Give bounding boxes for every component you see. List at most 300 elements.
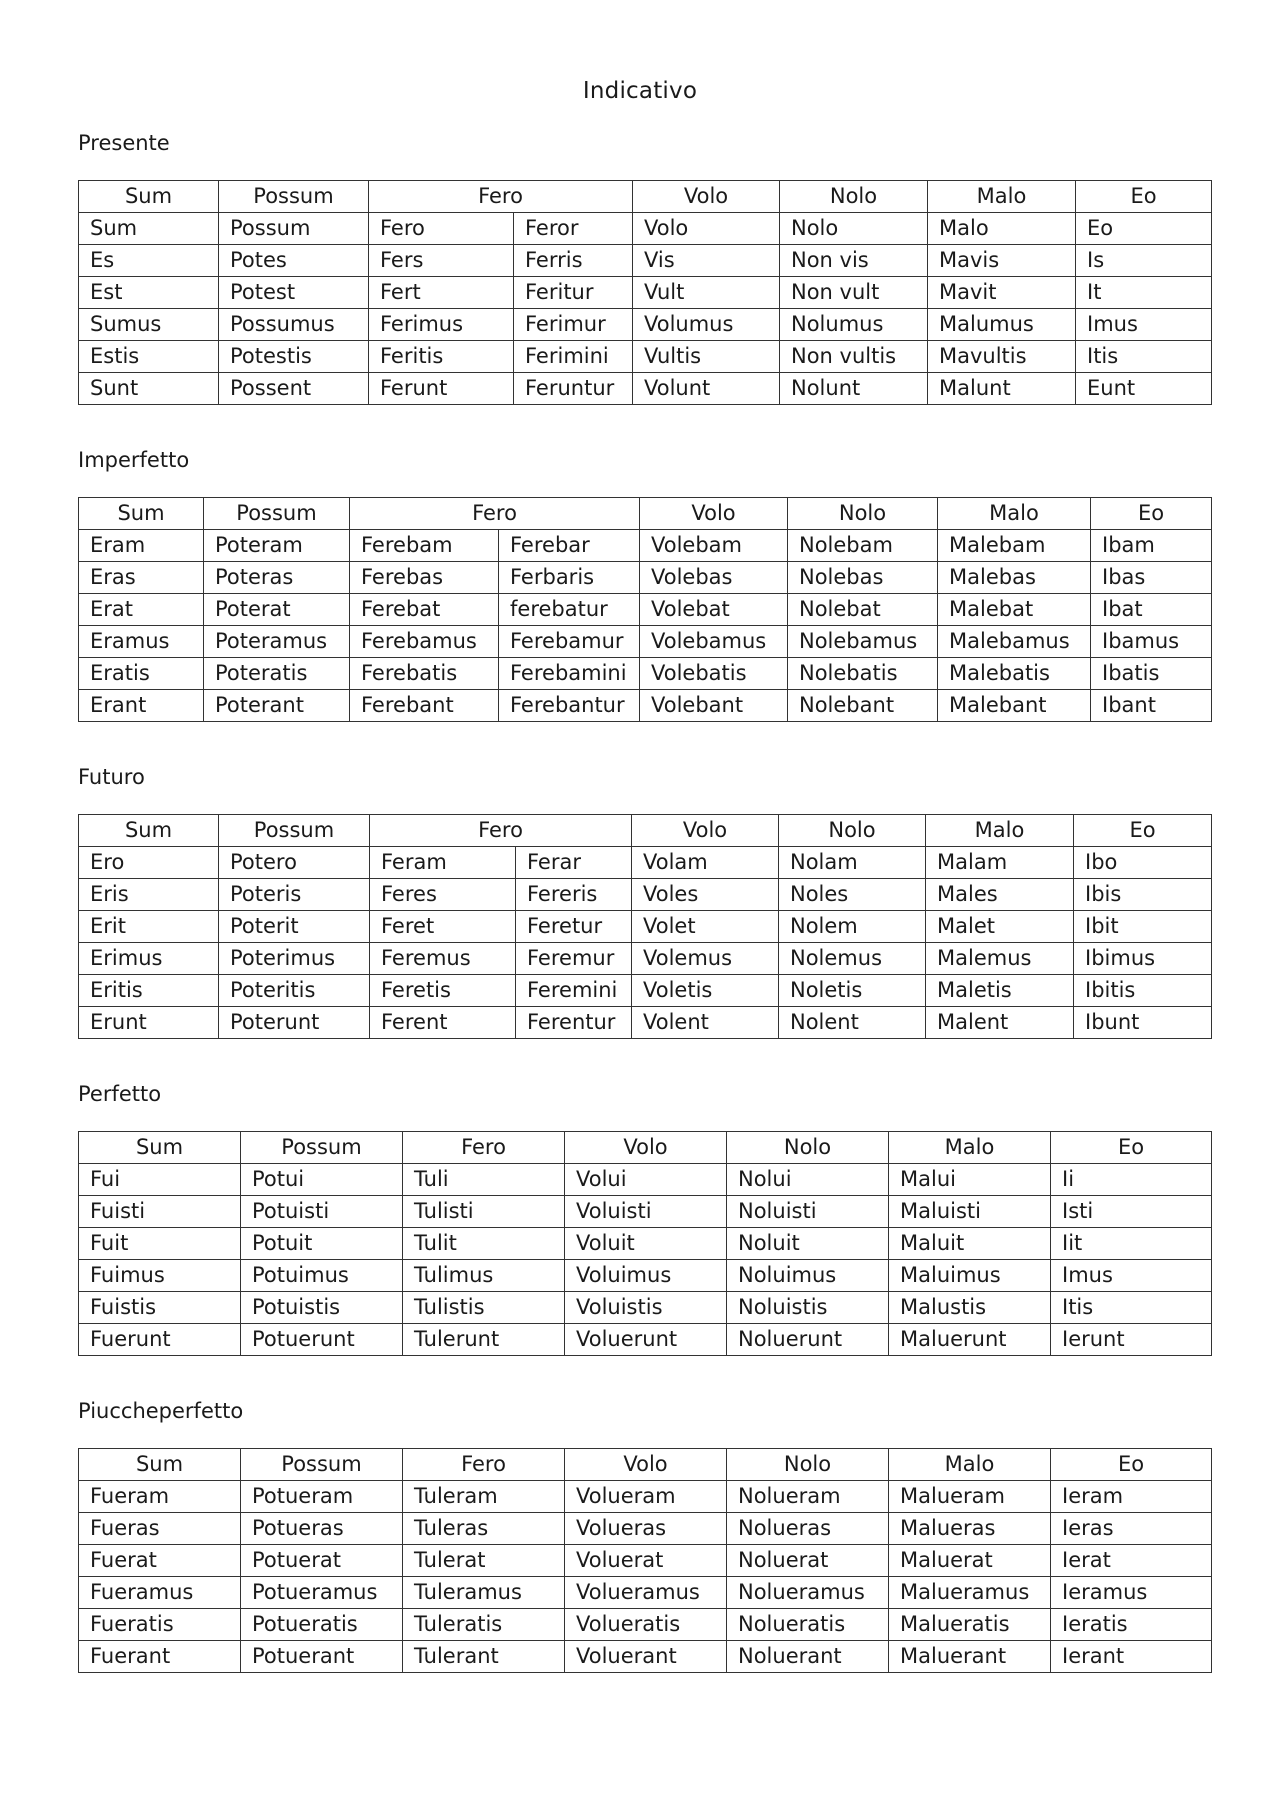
table-cell: Maluerat: [889, 1545, 1051, 1577]
table-cell: Potui: [241, 1164, 403, 1196]
header-cell: Eo: [1051, 1132, 1212, 1164]
table-cell: Feritur: [514, 277, 633, 309]
table-cell: Imus: [1051, 1260, 1212, 1292]
table-row: [79, 277, 1212, 309]
table-cell: It: [1076, 277, 1212, 309]
table-cell: Fers: [369, 245, 514, 277]
header-cell: Nolo: [780, 181, 928, 213]
table-cell: Poterimus: [219, 943, 370, 975]
table-cell: Volet: [632, 911, 779, 943]
header-cell: Sum: [79, 498, 204, 530]
table-row: [79, 1164, 1212, 1196]
table-cell: Malent: [926, 1007, 1074, 1039]
table-row: [79, 562, 1212, 594]
header-cell: Possum: [241, 1132, 403, 1164]
header-cell: Possum: [204, 498, 350, 530]
table-cell: Maluerant: [889, 1641, 1051, 1673]
table-cell: Possum: [219, 213, 369, 245]
table-cell: Potuerant: [241, 1641, 403, 1673]
table-cell: Feram: [370, 847, 516, 879]
table-cell: Malo: [928, 213, 1076, 245]
table-cell: Noluerat: [727, 1545, 889, 1577]
table-cell: Ero: [79, 847, 219, 879]
table-cell: Poterat: [204, 594, 350, 626]
table-cell: Ibit: [1074, 911, 1212, 943]
table-cell: Nolebam: [788, 530, 938, 562]
table-row: [79, 1481, 1212, 1513]
table-cell: Noluimus: [727, 1260, 889, 1292]
table-cell: Feremini: [516, 975, 632, 1007]
table-cell: Malueram: [889, 1481, 1051, 1513]
header-cell: Volo: [565, 1132, 727, 1164]
table-cell: Fueras: [79, 1513, 241, 1545]
table-cell: Poterit: [219, 911, 370, 943]
table-cell: Voluerant: [565, 1641, 727, 1673]
table-cell: Malebant: [938, 690, 1091, 722]
table-cell: Ferimus: [369, 309, 514, 341]
table-cell: Fert: [369, 277, 514, 309]
header-row: [79, 815, 1212, 847]
table-cell: Tulerant: [403, 1641, 565, 1673]
table-row: [79, 594, 1212, 626]
table-cell: Poterunt: [219, 1007, 370, 1039]
table-cell: Noletis: [779, 975, 926, 1007]
header-row: [79, 498, 1212, 530]
table-cell: Fuisti: [79, 1196, 241, 1228]
table-cell: Volam: [632, 847, 779, 879]
header-cell: Eo: [1091, 498, 1212, 530]
table-cell: Potueras: [241, 1513, 403, 1545]
table-cell: Ferris: [514, 245, 633, 277]
table-cell: Sum: [79, 213, 219, 245]
table-cell: Nolueram: [727, 1481, 889, 1513]
table-cell: Ibant: [1091, 690, 1212, 722]
table-cell: Fueram: [79, 1481, 241, 1513]
table-cell: Volemus: [632, 943, 779, 975]
section-title-imperfetto: Imperfetto: [78, 448, 190, 472]
table-cell: Nolueratis: [727, 1609, 889, 1641]
table-cell: Nolui: [727, 1164, 889, 1196]
table-cell: Tuleram: [403, 1481, 565, 1513]
table-cell: Tulit: [403, 1228, 565, 1260]
header-cell: Fero: [350, 498, 640, 530]
table-cell: Volui: [565, 1164, 727, 1196]
table-cell: Feruntur: [514, 373, 633, 405]
table-cell: Itis: [1076, 341, 1212, 373]
table-cell: Feremur: [516, 943, 632, 975]
table-cell: Erit: [79, 911, 219, 943]
table-cell: Males: [926, 879, 1074, 911]
table-cell: Nolunt: [780, 373, 928, 405]
table-cell: Ieramus: [1051, 1577, 1212, 1609]
table-cell: Eo: [1076, 213, 1212, 245]
header-row: [79, 1449, 1212, 1481]
table-cell: Tulerat: [403, 1545, 565, 1577]
table-cell: Voluerunt: [565, 1324, 727, 1356]
table-cell: Tulerunt: [403, 1324, 565, 1356]
header-cell: Malo: [889, 1132, 1051, 1164]
table-cell: Fueratis: [79, 1609, 241, 1641]
table-cell: Volebatis: [640, 658, 788, 690]
table-row: [79, 1228, 1212, 1260]
table-row: [79, 975, 1212, 1007]
table-cell: Noluit: [727, 1228, 889, 1260]
table-cell: Ieram: [1051, 1481, 1212, 1513]
table-cell: Tuleramus: [403, 1577, 565, 1609]
table-cell: Nolumus: [780, 309, 928, 341]
section-title-futuro: Futuro: [78, 765, 145, 789]
table-cell: Ferbaris: [499, 562, 640, 594]
table-cell: Voluisti: [565, 1196, 727, 1228]
table-cell: ferebatur: [499, 594, 640, 626]
table-cell: Ferar: [516, 847, 632, 879]
table-cell: Potuimus: [241, 1260, 403, 1292]
table-cell: Vult: [633, 277, 780, 309]
table-cell: Eunt: [1076, 373, 1212, 405]
table-cell: Poteram: [204, 530, 350, 562]
table-cell: Noluerunt: [727, 1324, 889, 1356]
table-futuro: [78, 814, 1212, 1039]
table-cell: Nolebat: [788, 594, 938, 626]
table-cell: Ferebatis: [350, 658, 499, 690]
table-cell: Non vis: [780, 245, 928, 277]
table-cell: Nolebatis: [788, 658, 938, 690]
header-cell: Possum: [219, 815, 370, 847]
table-cell: Eram: [79, 530, 204, 562]
table-cell: Fuerunt: [79, 1324, 241, 1356]
table-cell: Maluit: [889, 1228, 1051, 1260]
table-cell: Volunt: [633, 373, 780, 405]
table-cell: Maluerunt: [889, 1324, 1051, 1356]
page-title: Indicativo: [582, 78, 698, 104]
header-cell: Nolo: [727, 1132, 889, 1164]
table-cell: Fuimus: [79, 1260, 241, 1292]
table-cell: Nolueramus: [727, 1577, 889, 1609]
table-cell: Eris: [79, 879, 219, 911]
table-cell: Volueram: [565, 1481, 727, 1513]
table-cell: Possumus: [219, 309, 369, 341]
table-cell: Tulimus: [403, 1260, 565, 1292]
table-cell: Voluit: [565, 1228, 727, 1260]
header-cell: Volo: [565, 1449, 727, 1481]
table-cell: Estis: [79, 341, 219, 373]
table-row: [79, 1513, 1212, 1545]
table-cell: Volebant: [640, 690, 788, 722]
table-cell: Ibis: [1074, 879, 1212, 911]
table-cell: Ierunt: [1051, 1324, 1212, 1356]
header-cell: Nolo: [779, 815, 926, 847]
table-row: [79, 213, 1212, 245]
table-row: [79, 1196, 1212, 1228]
table-cell: Sunt: [79, 373, 219, 405]
table-cell: Feretis: [370, 975, 516, 1007]
header-cell: Fero: [403, 1132, 565, 1164]
table-cell: Volebat: [640, 594, 788, 626]
table-cell: Potuistis: [241, 1292, 403, 1324]
table-cell: Eramus: [79, 626, 204, 658]
table-cell: Volebamus: [640, 626, 788, 658]
table-cell: Ferunt: [369, 373, 514, 405]
header-cell: Possum: [219, 181, 369, 213]
table-cell: Ferebar: [499, 530, 640, 562]
table-row: [79, 1609, 1212, 1641]
table-cell: Noluistis: [727, 1292, 889, 1324]
table-cell: Malueras: [889, 1513, 1051, 1545]
table-cell: Eratis: [79, 658, 204, 690]
table-cell: Iit: [1051, 1228, 1212, 1260]
table-cell: Feror: [514, 213, 633, 245]
table-cell: Ferebas: [350, 562, 499, 594]
table-cell: Poteratis: [204, 658, 350, 690]
table-cell: Volent: [632, 1007, 779, 1039]
table-cell: Ii: [1051, 1164, 1212, 1196]
table-cell: Potuerunt: [241, 1324, 403, 1356]
table-cell: Nolem: [779, 911, 926, 943]
table-cell: Nolent: [779, 1007, 926, 1039]
table-cell: Nolueras: [727, 1513, 889, 1545]
table-cell: Voluerat: [565, 1545, 727, 1577]
table-cell: Erat: [79, 594, 204, 626]
table-cell: Malebat: [938, 594, 1091, 626]
table-cell: Non vult: [780, 277, 928, 309]
table-row: [79, 1545, 1212, 1577]
header-cell: Nolo: [788, 498, 938, 530]
header-cell: Volo: [632, 815, 779, 847]
table-cell: Malueramus: [889, 1577, 1051, 1609]
table-cell: Volueras: [565, 1513, 727, 1545]
header-row: [79, 1132, 1212, 1164]
table-cell: Noles: [779, 879, 926, 911]
table-cell: Ferent: [370, 1007, 516, 1039]
table-cell: Volumus: [633, 309, 780, 341]
table-cell: Tuli: [403, 1164, 565, 1196]
header-row: [79, 181, 1212, 213]
table-presente: [78, 180, 1212, 405]
table-cell: Mavit: [928, 277, 1076, 309]
table-cell: Potueram: [241, 1481, 403, 1513]
table-cell: Malueratis: [889, 1609, 1051, 1641]
table-cell: Potestis: [219, 341, 369, 373]
table-cell: Potero: [219, 847, 370, 879]
table-cell: Ferimur: [514, 309, 633, 341]
header-cell: Malo: [938, 498, 1091, 530]
table-cell: Nolemus: [779, 943, 926, 975]
table-row: [79, 1641, 1212, 1673]
table-cell: Nolebas: [788, 562, 938, 594]
header-cell: Fero: [369, 181, 633, 213]
table-cell: Possent: [219, 373, 369, 405]
table-row: [79, 911, 1212, 943]
table-row: [79, 879, 1212, 911]
table-cell: Voluimus: [565, 1260, 727, 1292]
table-cell: Ibamus: [1091, 626, 1212, 658]
table-cell: Tulistis: [403, 1292, 565, 1324]
table-perfetto: [78, 1131, 1212, 1356]
table-cell: Malumus: [928, 309, 1076, 341]
table-cell: Ibat: [1091, 594, 1212, 626]
header-cell: Fero: [403, 1449, 565, 1481]
table-cell: Malunt: [928, 373, 1076, 405]
table-cell: Fueramus: [79, 1577, 241, 1609]
table-cell: Imus: [1076, 309, 1212, 341]
table-cell: Tulisti: [403, 1196, 565, 1228]
table-cell: Ferebamini: [499, 658, 640, 690]
table-cell: Fuistis: [79, 1292, 241, 1324]
table-cell: Fereris: [516, 879, 632, 911]
table-cell: Malebatis: [938, 658, 1091, 690]
table-cell: Poterant: [204, 690, 350, 722]
table-cell: Ferebat: [350, 594, 499, 626]
table-cell: Nolebamus: [788, 626, 938, 658]
table-row: [79, 690, 1212, 722]
table-row: [79, 1324, 1212, 1356]
table-cell: Nolo: [780, 213, 928, 245]
table-cell: Malebas: [938, 562, 1091, 594]
table-cell: Erant: [79, 690, 204, 722]
table-cell: Malustis: [889, 1292, 1051, 1324]
table-cell: Malemus: [926, 943, 1074, 975]
table-row: [79, 626, 1212, 658]
table-cell: Ibatis: [1091, 658, 1212, 690]
table-cell: Itis: [1051, 1292, 1212, 1324]
table-cell: Volueramus: [565, 1577, 727, 1609]
table-row: [79, 943, 1212, 975]
table-cell: Malet: [926, 911, 1074, 943]
table-cell: Nolam: [779, 847, 926, 879]
table-row: [79, 1577, 1212, 1609]
table-cell: Est: [79, 277, 219, 309]
table-cell: Ferentur: [516, 1007, 632, 1039]
table-cell: Maluimus: [889, 1260, 1051, 1292]
table-cell: Potes: [219, 245, 369, 277]
table-cell: Erunt: [79, 1007, 219, 1039]
table-cell: Poteris: [219, 879, 370, 911]
header-cell: Nolo: [727, 1449, 889, 1481]
table-cell: Isti: [1051, 1196, 1212, 1228]
table-cell: Eritis: [79, 975, 219, 1007]
table-cell: Non vultis: [780, 341, 928, 373]
table-cell: Potuerat: [241, 1545, 403, 1577]
table-cell: Potuisti: [241, 1196, 403, 1228]
table-cell: Tuleratis: [403, 1609, 565, 1641]
header-cell: Volo: [640, 498, 788, 530]
table-cell: Poteras: [204, 562, 350, 594]
table-row: [79, 373, 1212, 405]
table-cell: Volebam: [640, 530, 788, 562]
table-cell: Volo: [633, 213, 780, 245]
header-cell: Fero: [370, 815, 632, 847]
table-cell: Ibitis: [1074, 975, 1212, 1007]
table-cell: Sumus: [79, 309, 219, 341]
table-cell: Mavultis: [928, 341, 1076, 373]
table-cell: Mavis: [928, 245, 1076, 277]
table-cell: Voletis: [632, 975, 779, 1007]
table-cell: Eras: [79, 562, 204, 594]
table-cell: Fui: [79, 1164, 241, 1196]
table-cell: Ibam: [1091, 530, 1212, 562]
header-cell: Sum: [79, 1449, 241, 1481]
table-row: [79, 341, 1212, 373]
table-row: [79, 1292, 1212, 1324]
table-row: [79, 847, 1212, 879]
table-cell: Vis: [633, 245, 780, 277]
table-cell: Maluisti: [889, 1196, 1051, 1228]
table-cell: Ferebantur: [499, 690, 640, 722]
table-cell: Ibimus: [1074, 943, 1212, 975]
table-cell: Feret: [370, 911, 516, 943]
table-cell: Malam: [926, 847, 1074, 879]
table-cell: Feretur: [516, 911, 632, 943]
header-cell: Malo: [926, 815, 1074, 847]
table-cell: Malui: [889, 1164, 1051, 1196]
table-cell: Is: [1076, 245, 1212, 277]
table-cell: Malebam: [938, 530, 1091, 562]
table-row: [79, 1007, 1212, 1039]
header-cell: Eo: [1074, 815, 1212, 847]
table-cell: Fuerat: [79, 1545, 241, 1577]
header-cell: Volo: [633, 181, 780, 213]
table-cell: Voluistis: [565, 1292, 727, 1324]
table-cell: Ibo: [1074, 847, 1212, 879]
table-cell: Potest: [219, 277, 369, 309]
table-cell: Noluerant: [727, 1641, 889, 1673]
table-cell: Tuleras: [403, 1513, 565, 1545]
table-cell: Ferebamur: [499, 626, 640, 658]
table-cell: Fero: [369, 213, 514, 245]
table-cell: Feremus: [370, 943, 516, 975]
table-cell: Ferimini: [514, 341, 633, 373]
table-cell: Ieras: [1051, 1513, 1212, 1545]
table-piuccheperfetto: [78, 1448, 1212, 1673]
table-cell: Ferebant: [350, 690, 499, 722]
header-cell: Malo: [889, 1449, 1051, 1481]
table-row: [79, 658, 1212, 690]
table-cell: Ibunt: [1074, 1007, 1212, 1039]
table-cell: Potueramus: [241, 1577, 403, 1609]
table-row: [79, 530, 1212, 562]
section-title-presente: Presente: [78, 131, 170, 155]
table-cell: Es: [79, 245, 219, 277]
table-row: [79, 245, 1212, 277]
table-cell: Poteramus: [204, 626, 350, 658]
table-row: [79, 309, 1212, 341]
header-cell: Possum: [241, 1449, 403, 1481]
header-cell: Sum: [79, 1132, 241, 1164]
header-cell: Sum: [79, 181, 219, 213]
table-cell: Volebas: [640, 562, 788, 594]
table-cell: Ierant: [1051, 1641, 1212, 1673]
table-cell: Feritis: [369, 341, 514, 373]
header-cell: Malo: [928, 181, 1076, 213]
section-title-piuccheperfetto: Piuccheperfetto: [78, 1399, 244, 1423]
table-imperfetto: [78, 497, 1212, 722]
table-cell: Ieratis: [1051, 1609, 1212, 1641]
table-row: [79, 1260, 1212, 1292]
table-cell: Maletis: [926, 975, 1074, 1007]
table-cell: Fuit: [79, 1228, 241, 1260]
table-cell: Noluisti: [727, 1196, 889, 1228]
table-cell: Ferebamus: [350, 626, 499, 658]
table-cell: Poteritis: [219, 975, 370, 1007]
header-cell: Eo: [1076, 181, 1212, 213]
table-cell: Feres: [370, 879, 516, 911]
table-cell: Vultis: [633, 341, 780, 373]
table-cell: Potueratis: [241, 1609, 403, 1641]
header-cell: Eo: [1051, 1449, 1212, 1481]
table-cell: Nolebant: [788, 690, 938, 722]
table-cell: Ierat: [1051, 1545, 1212, 1577]
table-cell: Ibas: [1091, 562, 1212, 594]
